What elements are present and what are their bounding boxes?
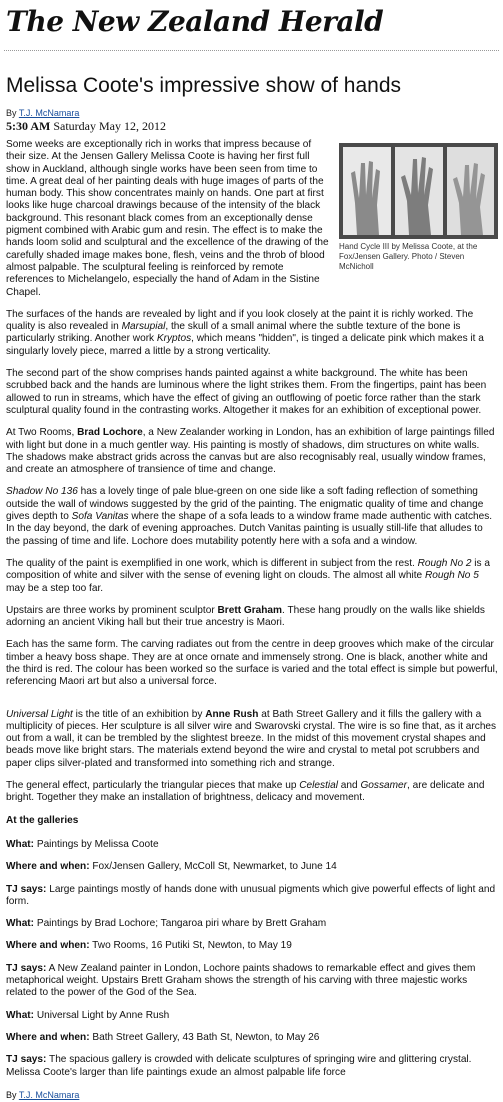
work-title: Universal Light xyxy=(6,708,73,720)
where-label: Where and when: xyxy=(6,1031,90,1043)
work-title: Marsupial xyxy=(121,321,166,333)
text-run: , the skull of a small animal where the subtle texture of the bone is particularly striking. Another work xyxy=(6,321,461,345)
gallery-2-what xyxy=(6,918,498,930)
footer-byline xyxy=(6,1089,498,1101)
paragraph-3: The second part of the show comprises hands painted against a white background. The white has been scrubbed back and the hands are luminous where the light strikes them. From the fingertips, paint has been allowed to run in streams, which have the effect of giving an outflowing of poetic force rather than the stark sculptural quality found in the contrasting works. Altogether it makes for an exhibition of exceptional power. xyxy=(6,368,487,416)
paragraph-7 xyxy=(6,605,498,630)
paragraph-10 xyxy=(6,780,498,805)
gallery-1-what xyxy=(6,839,498,851)
what-label: What: xyxy=(6,1009,35,1021)
work-title: Sofa Vanitas xyxy=(71,511,129,523)
says-label: TJ says: xyxy=(6,1054,47,1066)
what-value: Universal Light by Anne Rush xyxy=(34,1009,170,1021)
work-title: Celestial xyxy=(299,780,338,792)
hands-photo-svg xyxy=(339,143,498,239)
paragraph-8: Each has the same form. The carving radiates out from the centre in deep grooves which make of the circular timber a heavy boss shape. They are at once ornate and immensely strong. One is black, another white and the third is red. The colour has been worked so the surface is varied and the total effect is simple but powerful, referencing Maori art but also a universal force. xyxy=(6,639,498,688)
hands-photo-icon[interactable] xyxy=(339,143,498,239)
text-run: At Two Rooms, xyxy=(6,427,78,439)
paragraph-1: Some weeks are exceptionally rich in works that impress because of their size. At the Jensen Gallery Melissa Coote is having her first full show in Auckland, although single works have been seen from time to time. A great deal of her painting deals with huge images of parts of the human body. This show concentrates mainly on hands. One part at first looks like huge charcoal drawings because of the intensity of the black background. This resonant black comes from an exceptionally dense pigment combined with Arabic gum and resin. The effect is to make the hands loom solid and sculptural and the excellence of the drawing of the carefully shaded image makes bone, flesh, veins and the throb of blood almost palpable. The sculptural feeling is reinforced by remote references to Michelangelo, especially the hand of Adam in the Sistine Chapel. xyxy=(6,139,329,298)
artist-name: Brett Graham xyxy=(217,604,283,616)
text-run: and xyxy=(337,780,361,792)
publish-date: Saturday May 12, 2012 xyxy=(53,119,166,133)
paragraph-2 xyxy=(6,309,498,358)
says-value: A New Zealand painter in London, Lochore paints shadows to remarkable effect and gives them metaphorical weight. Upstairs Brett Graham shows the strength of his carving with three majestic works related to the power of the God of the Sea. xyxy=(6,962,476,999)
text-run: where the shape of a sofa leads to a window frame made authentic with catches. In the day beyond, the dark of evening approaches. Dutch Vanitas painting is usually still-life that alludes to the passing of time and life. Lochore does mutability potently here with a sofa and a window. xyxy=(6,511,493,547)
gallery-1-says xyxy=(6,884,498,909)
what-value: Paintings by Melissa Coote xyxy=(34,838,159,850)
paragraph-9 xyxy=(6,709,498,770)
gallery-3-where xyxy=(6,1032,498,1044)
where-label: Where and when: xyxy=(6,940,90,952)
text-run: has a lovely tinge of pale blue-green on one side like a soft fading reflection of something outside the wall of windows suggested by the grid of the painting. The enigmatic quality of time and change gives depth to xyxy=(6,486,484,523)
work-title: Rough No 2 xyxy=(417,557,472,569)
work-title: Shadow No 136 xyxy=(6,486,78,498)
text-run: is the title of an exhibition by xyxy=(72,708,206,720)
text-run: The surfaces of the hands are revealed by light and if you look closely at the paint it is richly worked. The quality is also revealed in xyxy=(6,308,474,333)
masthead-divider xyxy=(4,50,499,51)
text-run: may be a step too far. xyxy=(6,582,104,594)
says-label: TJ says: xyxy=(6,883,47,895)
says-label: TJ says: xyxy=(6,962,47,974)
text-run: . These hang proudly on the walls like shields adorning an ancient Viking hall but their true ancestry is Maori. xyxy=(6,604,485,629)
where-label: Where and when: xyxy=(6,861,90,873)
what-label: What: xyxy=(6,838,35,850)
artist-name: Brad Lochore xyxy=(77,427,143,439)
text-run: is a composition of white and silver with the sense of evening light on clouds. The almost all white xyxy=(6,557,491,582)
work-title: Gossamer xyxy=(360,780,407,792)
gallery-1-where xyxy=(6,861,498,873)
author-link[interactable]: T.J. McNamara xyxy=(18,108,80,118)
article-body xyxy=(6,139,498,1101)
where-value: Two Rooms, 16 Putiki St, Newton, to May 19 xyxy=(89,940,292,952)
text-run: The quality of the paint is exemplified in one work, which is different in subject from the rest. xyxy=(6,557,418,569)
byline-prefix: By xyxy=(6,1089,19,1100)
work-title: Kryptos xyxy=(156,333,192,345)
text-run: , a New Zealander working in London, has an exhibition of large paintings filled with light but done in a much gentler way. His painting is mostly of shadows, dim structures on white walls. The shadows make abstract grids across the canvas but are also recognisably real, usually window frames, and create an atmosphere of transience of time and change. xyxy=(6,427,495,476)
text-run: at Bath Street Gallery and it fills the gallery with a multiplicity of pieces. Her sculpture is all silver wire and Swarovski crystal. The wire is so fine that, as it arches out from a wall, it can be trembled by the slightest breeze. In the midst of this movement crystal shapes and beads move like bright stars. The materials extend beyond the wire and crystal to metal pot scrubbers and paper clips silver-plated and transformed into something rich and strange. xyxy=(6,708,497,769)
photo-caption: Hand Cycle III by Melissa Coote, at the Fox/Jensen Gallery. Photo / Steven McNicholl xyxy=(339,242,478,271)
work-title: Rough No 5 xyxy=(424,570,479,582)
gallery-2-where xyxy=(6,940,498,952)
text-run: Upstairs are three works by prominent sculptor xyxy=(6,604,218,616)
paragraph-5 xyxy=(6,486,498,547)
dateline xyxy=(6,119,166,134)
what-label: What: xyxy=(6,918,35,930)
says-value: The spacious gallery is crowded with delicate sculptures of springing wire and glittering crystal. Melissa Coote's larger than life paintings exude an almost palpable life force xyxy=(6,1054,472,1078)
publish-time: 5:30 AM xyxy=(6,119,51,133)
article-headline: Melissa Coote's impressive show of hands xyxy=(6,74,402,97)
gallery-3-what xyxy=(6,1010,498,1022)
says-value: Large paintings mostly of hands done with unusual pigments which give powerful effects of light and form. xyxy=(6,883,496,907)
byline-prefix: By xyxy=(6,108,19,118)
where-value: Bath Street Gallery, 43 Bath St, Newton, to May 26 xyxy=(89,1031,320,1043)
article-figure xyxy=(339,143,498,272)
masthead-logo[interactable] xyxy=(6,2,496,42)
galleries-heading: At the galleries xyxy=(6,814,79,826)
author-link[interactable]: T.J. McNamara xyxy=(18,1089,80,1100)
paragraph-6 xyxy=(6,558,498,595)
gallery-2-says xyxy=(6,963,498,1000)
paragraph-4 xyxy=(6,427,498,476)
masthead-title: The New Zealand Herald xyxy=(6,5,384,38)
what-value: Paintings by Brad Lochore; Tangaroa piri whare by Brett Graham xyxy=(34,918,327,930)
text-run: , which means "hidden", is tinged a delicate pink which makes it a singularly lovely piece, marred a little by a strong verticality. xyxy=(6,333,484,357)
text-run: , are delicate and bright. Together they make an installation of brightness, delicacy and movement. xyxy=(6,780,485,804)
byline xyxy=(6,108,79,118)
gallery-3-says xyxy=(6,1054,498,1079)
where-value: Fox/Jensen Gallery, McColl St, Newmarket, to June 14 xyxy=(89,861,337,873)
artist-name: Anne Rush xyxy=(205,708,259,720)
text-run: The general effect, particularly the triangular pieces that make up xyxy=(6,780,300,792)
